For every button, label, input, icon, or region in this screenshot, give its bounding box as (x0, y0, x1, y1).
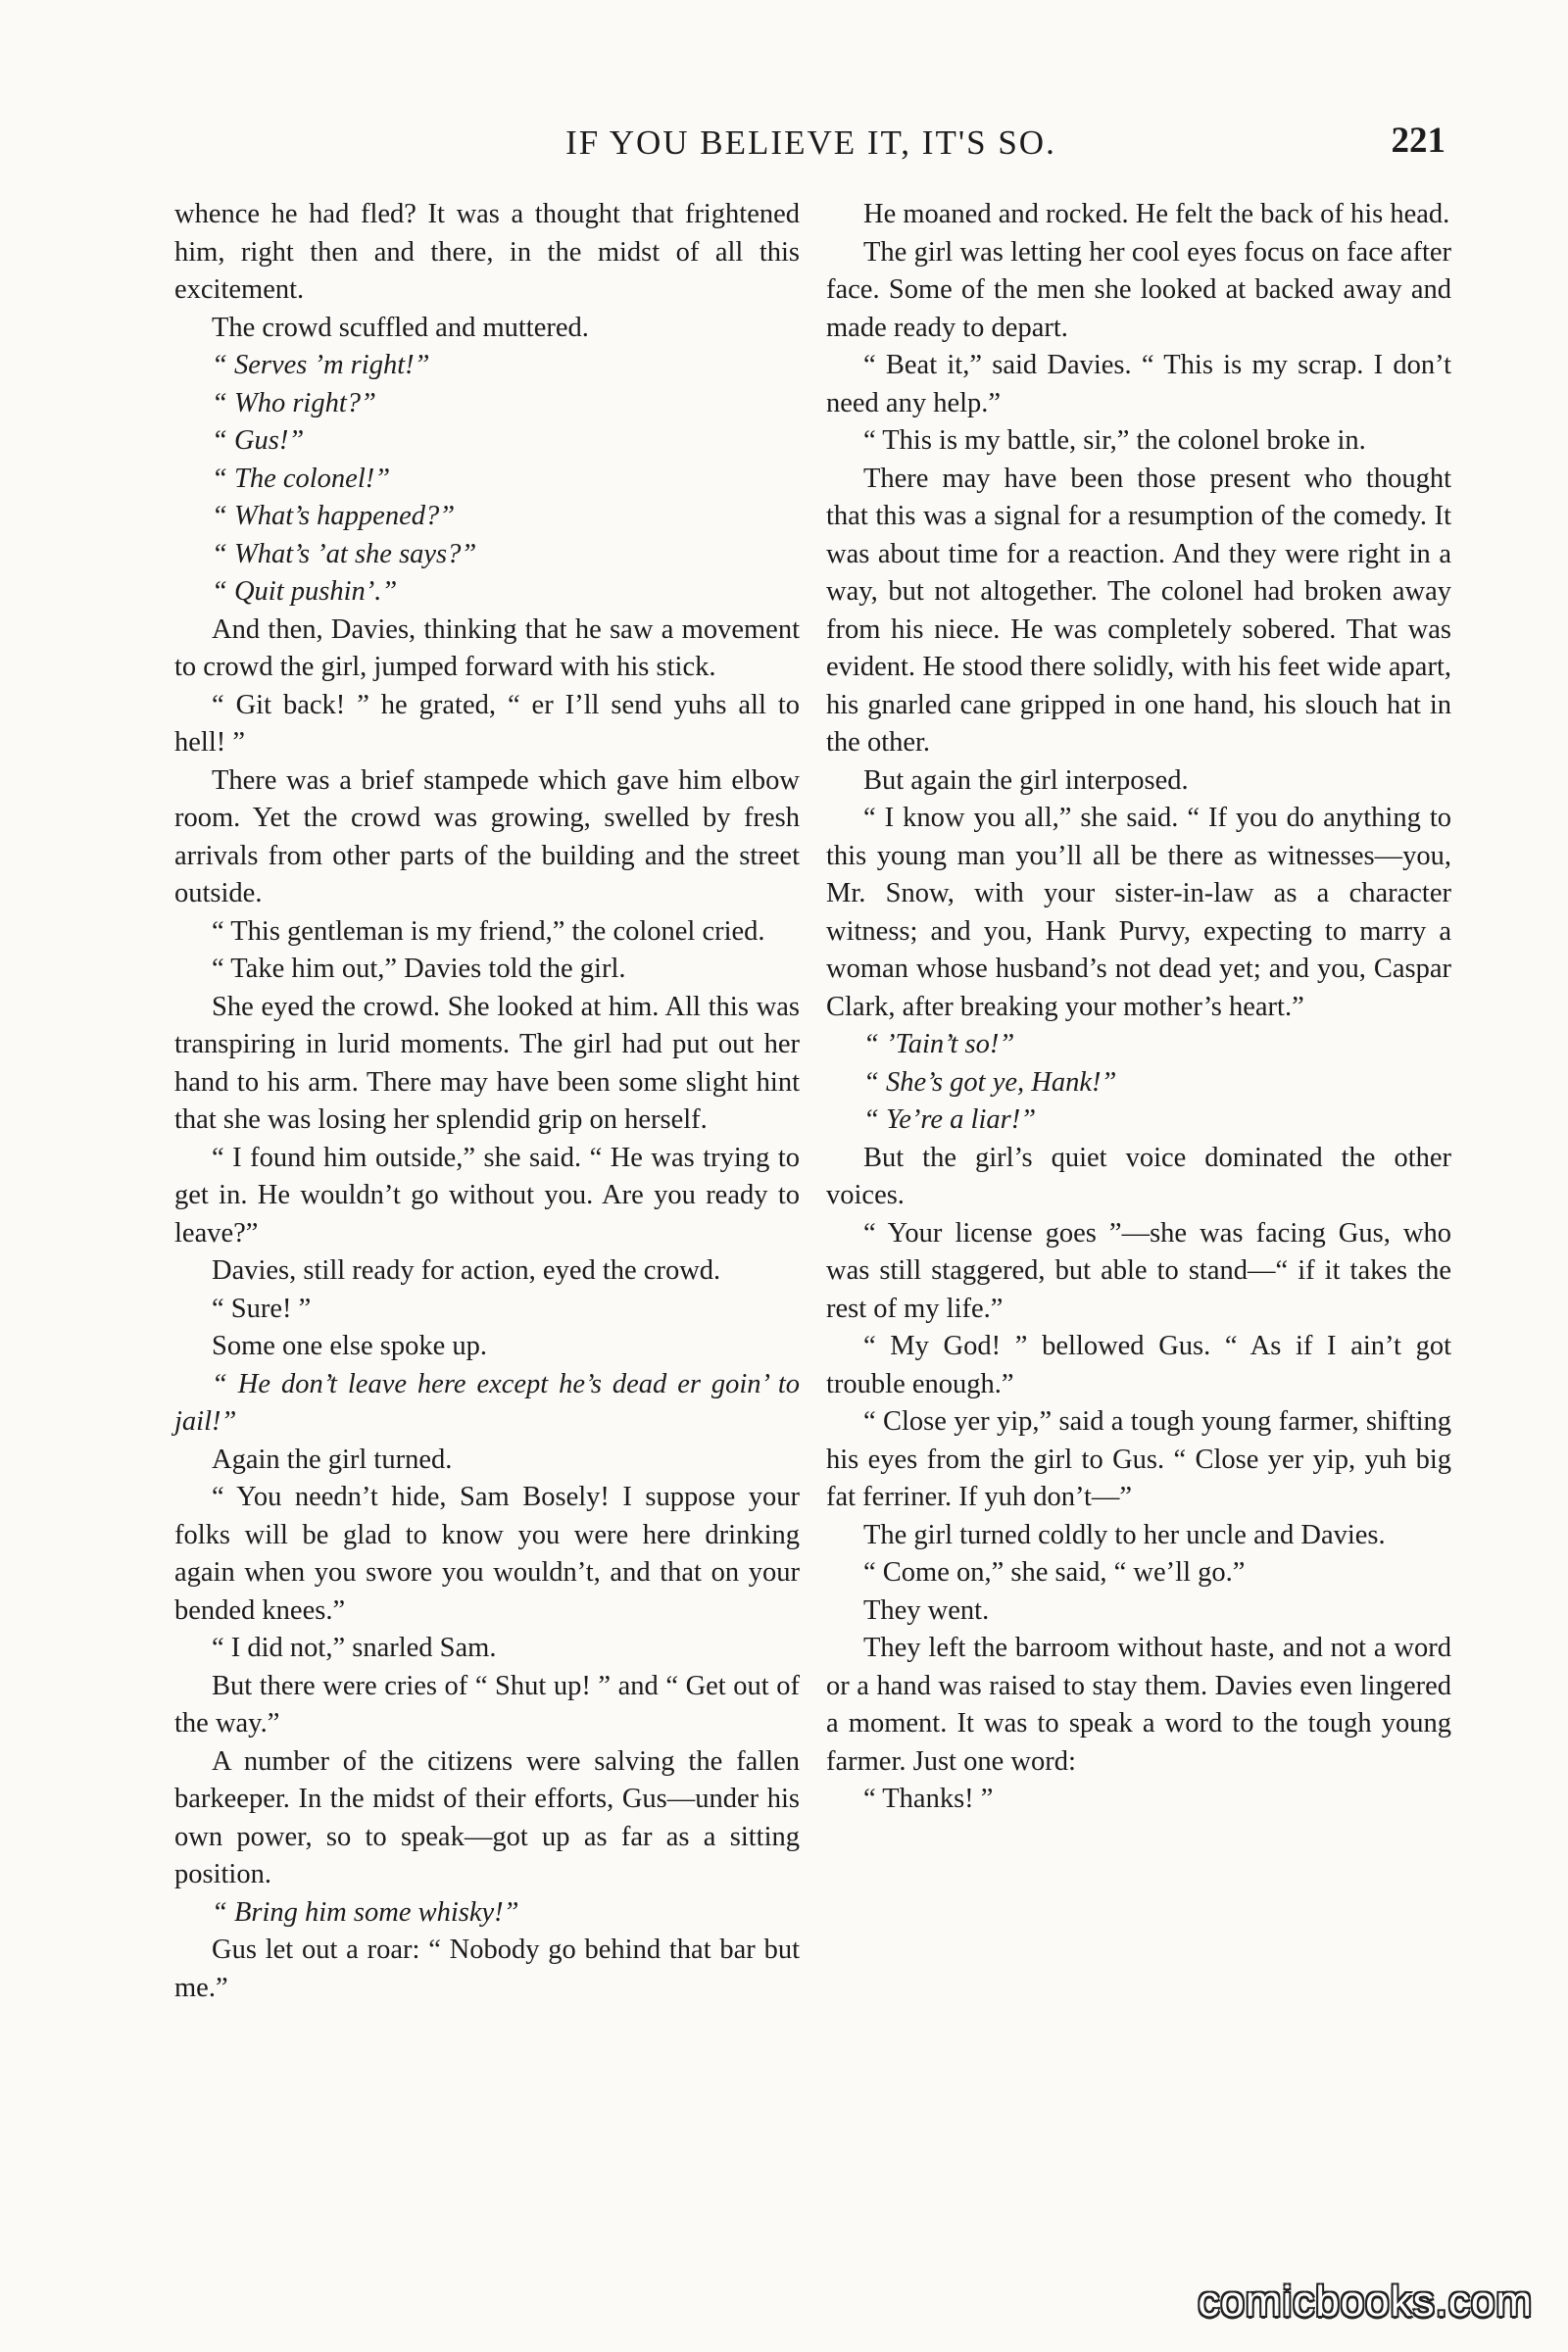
paragraph: They went. (863, 1594, 990, 1626)
paragraph: “ Close yer yip,” said a tough young farmer, shifting his eyes from the girl to Gus. “ Close yer yip, yuh big fat ferriner. If yuh don’t—” (826, 1406, 1451, 1512)
paragraph: “ You needn’t hide, Sam Bosely! I suppose your folks will be glad to know you were here drinking again when you swore you wouldn’t, and that on your bended knees.” (174, 1482, 800, 1626)
paragraph: “ Quit pushin’.” (212, 576, 398, 607)
page-number: 221 (1391, 121, 1446, 161)
paragraph: The girl turned coldly to her uncle and Davies. (863, 1519, 1386, 1550)
watermark: comicbooks.com (1198, 2278, 1533, 2326)
right-column (826, 196, 1451, 1819)
paragraph: “ She’s got ye, Hank!” (863, 1066, 1117, 1098)
paragraph: “ I know you all,” she said. “ If you do anything to this young man you’ll all be there as witnesses—you, Mr. Snow, with your sister-in-law as a character witness; and you, Hank Purvy, expecting to marry a woman whose husband’s not dead yet; and you, Caspar Clark, after breaking your mother’s heart.” (826, 803, 1451, 1022)
paragraph: “ This is my battle, sir,” the colonel broke in. (863, 425, 1366, 456)
paragraph: Some one else spoke up. (212, 1331, 487, 1361)
paragraph: “ Take him out,” Davies told the girl. (212, 954, 626, 984)
paragraph: “ Ye’re a liar!” (863, 1104, 1037, 1135)
paragraph: But there were cries of “ Shut up! ” and “ Get out of the way.” (174, 1670, 800, 1739)
paragraph: “ ’Tain’t so!” (863, 1029, 1015, 1059)
paragraph: And then, Davies, thinking that he saw a movement to crowd the girl, jumped forward with his stick. (174, 613, 800, 682)
paragraph: They left the barroom without haste, and not a word or a hand was raised to stay them. Davies even lingered a moment. It was to speak a word to the tough young farmer. Just one word: (826, 1633, 1451, 1777)
paragraph: “ Who right?” (212, 387, 376, 418)
paragraph: “ Your license goes ”—she was facing Gus, who was still staggered, but able to stand—“ if it takes the rest of my life.” (826, 1217, 1451, 1324)
paragraph: “ I did not,” snarled Sam. (212, 1633, 497, 1663)
left-column (174, 196, 800, 2007)
paragraph: “ Bring him some whisky!” (212, 1896, 519, 1928)
paragraph: She eyed the crowd. She looked at him. All this was transpiring in lurid moments. The girl had put out her hand to his arm. There may have been some slight hint that she was losing her splendid grip on herself. (174, 991, 800, 1135)
paragraph: “ Serves ’m right!” (212, 350, 430, 380)
paragraph: “ My God! ” bellowed Gus. “ As if I ain’t got trouble enough.” (826, 1331, 1451, 1399)
page-header (176, 120, 1446, 169)
paragraph: “ Thanks! ” (863, 1784, 994, 1814)
paragraph: “ Gus!” (212, 425, 305, 456)
paragraph: “ He don’t leave here except he’s dead er goin’ to jail!” (174, 1368, 800, 1437)
paragraph: “ Git back! ” he grated, “ er I’ll send yuhs all to hell! ” (174, 689, 800, 758)
paragraph: “ I found him outside,” she said. “ He was trying to get in. He wouldn’t go without you. Are you ready to leave?” (174, 1142, 800, 1249)
paragraph: “ The colonel!” (212, 463, 391, 494)
paragraph: “ Beat it,” said Davies. “ This is my scrap. I don’t need any help.” (826, 350, 1451, 418)
paragraph: “ Come on,” she said, “ we’ll go.” (863, 1557, 1246, 1588)
paragraph: There was a brief stampede which gave him elbow room. Yet the crowd was growing, swelled by fresh arrivals from other parts of the building and the street outside. (174, 764, 800, 908)
paragraph: A number of the citizens were salving the fallen barkeeper. In the midst of their efforts, Gus—under his own power, so to speak—got up as far as a sitting position. (174, 1745, 800, 1889)
paragraph: The girl was letting her cool eyes focus on face after face. Some of the men she looked at backed away and made ready to depart. (826, 236, 1451, 343)
paragraph: Davies, still ready for action, eyed the crowd. (212, 1255, 721, 1286)
paragraph: “ Sure! ” (212, 1293, 312, 1324)
paragraph: There may have been those present who thought that this was a signal for a resumption of the comedy. It was about time for a reaction. And they were right in a way, but not altogether. The colonel had broken away from his niece. He was completely sobered. That was evident. He stood there solidly, with his feet wide apart, his gnarled cane gripped in one hand, his slouch hat in the other. (826, 463, 1451, 758)
running-head: IF YOU BELIEVE IT, IT'S SO. (565, 123, 1056, 162)
paragraph: The crowd scuffled and muttered. (212, 312, 589, 343)
paragraph: But again the girl interposed. (863, 764, 1189, 796)
paragraph: He moaned and rocked. He felt the back of his head. (863, 199, 1450, 229)
paragraph: But the girl’s quiet voice dominated the other voices. (826, 1142, 1451, 1210)
paragraph: “ What’s ’at she says?” (212, 538, 477, 569)
paragraph: “ This gentleman is my friend,” the colonel cried. (212, 915, 765, 947)
paragraph: whence he had fled? It was a thought that frightened him, right then and there, in the midst of all this excitement. (174, 199, 800, 305)
paragraph: Gus let out a roar: “ Nobody go behind that bar but me.” (174, 1935, 800, 2003)
paragraph: Again the girl turned. (212, 1444, 453, 1475)
paragraph: “ What’s happened?” (212, 501, 456, 531)
